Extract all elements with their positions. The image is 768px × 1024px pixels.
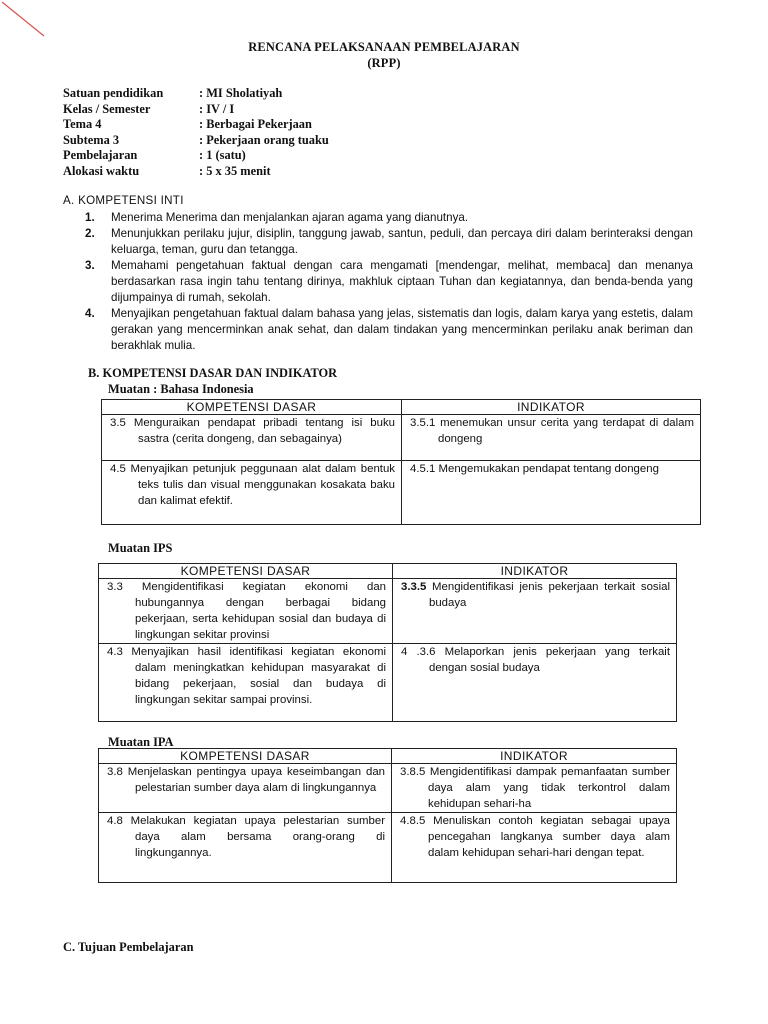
indikator-cell [393, 579, 677, 644]
identity-row [63, 133, 329, 149]
column-header-indikator: INDIKATOR [392, 749, 677, 764]
section-b-heading: B. KOMPETENSI DASAR DAN INDIKATOR [88, 366, 338, 380]
identity-label: Subtema 3 [63, 132, 120, 147]
column-header-kd: KOMPETENSI DASAR [99, 564, 393, 579]
indikator-text: Mengidentifikasi jenis pekerjaan terkait sosial budaya [429, 581, 670, 609]
column-header-indikator: INDIKATOR [402, 400, 701, 415]
document-title [0, 40, 768, 71]
identity-label: Tema 4 [63, 117, 102, 131]
identity-value: : 5 x 35 menit [199, 163, 271, 178]
indikator-text: 4.8.5 Menuliskan contoh kegiatan sebagai upaya pencegahan langkanya sumber daya alam dalam kehidupan sehari-hari dengan tepat. [400, 815, 670, 859]
kd-text: 3.8 Menjelaskan pentingya upaya keseimbangan dan pelestarian sumber daya alam di lingkungannya [107, 766, 385, 794]
identity-label: Satuan pendidikan [63, 86, 164, 100]
identity-label: Pembelajaran [63, 148, 138, 162]
ki-number: 3. [85, 259, 95, 272]
table-bahasa-indonesia [101, 399, 701, 525]
ki-text: Menunjukkan perilaku jujur, disiplin, tanggung jawab, santun, peduli, dan percaya diri dalam berinteraksi dengan keluarga, teman, guru dan tetangga. [111, 227, 693, 256]
kd-text: 3.5 Menguraikan pendapat pribadi tentang isi buku sastra (cerita dongeng, dan sebagainya) [110, 417, 395, 445]
document-title-sub: (RPP) [367, 55, 401, 70]
indikator-cell [392, 813, 677, 883]
indikator-cell [392, 764, 677, 813]
table-row [99, 764, 677, 813]
table-row [99, 813, 677, 883]
kd-text: 4.8 Melakukan kegiatan upaya pelestarian sumber daya alam bersama orang-orang di lingkungannya. [107, 815, 385, 859]
ki-list [63, 210, 693, 354]
ki-number: 1. [85, 211, 95, 224]
indikator-text: 3.5.1 menemukan unsur cerita yang terdapat di dalam dongeng [410, 417, 694, 445]
table-row [102, 415, 701, 461]
section-c-heading: C. Tujuan Pembelajaran [63, 940, 194, 954]
table-ips [98, 563, 677, 722]
ki-text: Memahami pengetahuan faktual dengan cara mengamati [mendengar, melihat, membaca] dan menanya berdasarkan rasa ingin tahu tentang dirinya, makhluk ciptaan Tuhan dan kegiatannya, dan benda-benda yang dijumpainya di rumah, sekolah. [111, 259, 693, 304]
table-header-row [99, 564, 677, 579]
identity-row [63, 102, 329, 118]
identity-value: : Berbagai Pekerjaan [199, 117, 312, 131]
indikator-cell [402, 415, 701, 461]
column-header-kd: KOMPETENSI DASAR [99, 749, 392, 764]
indikator-text: 4 .3.6 Melaporkan jenis pekerjaan yang terkait dengan sosial budaya [401, 646, 670, 674]
table-header-row [99, 749, 677, 764]
table-row [99, 579, 677, 644]
indikator-cell [393, 644, 677, 722]
identity-value: : IV / I [199, 101, 235, 116]
ki-item [85, 306, 693, 354]
kd-cell [99, 644, 393, 722]
indikator-text: 3.8.5 Mengidentifikasi dampak pemanfaatan sumber daya alam yang tidak terkontrol dalam kehidupan sehari-ha [400, 766, 670, 810]
section-a-heading: A. KOMPETENSI INTI [63, 194, 184, 207]
ki-number: 4. [85, 307, 95, 320]
identity-row [63, 117, 329, 133]
indikator-number: 3.3.5 [401, 581, 427, 593]
muatan-bahasa-label: Muatan : Bahasa Indonesia [108, 382, 254, 396]
identity-label: Kelas / Semester [63, 101, 151, 116]
indikator-cell [402, 461, 701, 525]
identity-row [63, 86, 329, 102]
identity-block [63, 86, 329, 179]
kd-cell [102, 415, 402, 461]
identity-label: Alokasi waktu [63, 163, 140, 178]
ki-text: Menyajikan pengetahuan faktual dalam bahasa yang jelas, sistematis dan logis, dalam karya yang estetis, dalam gerakan yang mencerminkan anak sehat, dan dalam tindakan yang mencerminkan perilaku anak beriman dan berakhlak mulia. [111, 307, 693, 352]
ki-item [85, 210, 693, 226]
document-title-main: RENCANA PELAKSANAAN PEMBELAJARAN [248, 40, 520, 54]
table-header-row [102, 400, 701, 415]
column-header-kd: KOMPETENSI DASAR [102, 400, 402, 415]
table-row [99, 644, 677, 722]
muatan-ipa-label: Muatan IPA [108, 735, 174, 749]
section-kompetensi-inti [63, 193, 693, 354]
muatan-ips-label: Muatan IPS [108, 541, 173, 555]
kd-text: 4.3 Menyajikan hasil identifikasi kegiatan ekonomi dalam meningkatkan kehidupan masyarakat di bidang pekerjaan, sosial dan budaya di lingkungan sekitar sampai provinsi. [107, 646, 386, 706]
ki-item [85, 226, 693, 258]
identity-row [63, 148, 329, 164]
kd-cell [99, 764, 392, 813]
kd-cell [102, 461, 402, 525]
column-header-indikator: INDIKATOR [393, 564, 677, 579]
identity-value: : MI Sholatiyah [199, 86, 283, 100]
kd-cell [99, 579, 393, 644]
table-ipa [98, 748, 677, 883]
indikator-text: 4.5.1 Mengemukakan pendapat tentang dongeng [410, 463, 659, 475]
identity-value: : Pekerjaan orang tuaku [199, 132, 329, 147]
ki-number: 2. [85, 227, 95, 240]
table-row [102, 461, 701, 525]
kd-text: 4.5 Menyajikan petunjuk peggunaan alat dalam bentuk teks tulis dan visual menggunakan kosakata baku dan kalimat efektif. [110, 463, 395, 507]
identity-row [63, 164, 329, 180]
kd-text: 3.3 Mengidentifikasi kegiatan ekonomi dan hubungannya dengan berbagai bidang pekerjaan, serta kehidupan sosial dan budaya di lingkungan sekitar provinsi [107, 581, 386, 641]
identity-value: : 1 (satu) [199, 148, 246, 162]
ki-text: Menerima Menerima dan menjalankan ajaran agama yang dianutnya. [111, 211, 469, 224]
ki-item [85, 258, 693, 306]
kd-cell [99, 813, 392, 883]
